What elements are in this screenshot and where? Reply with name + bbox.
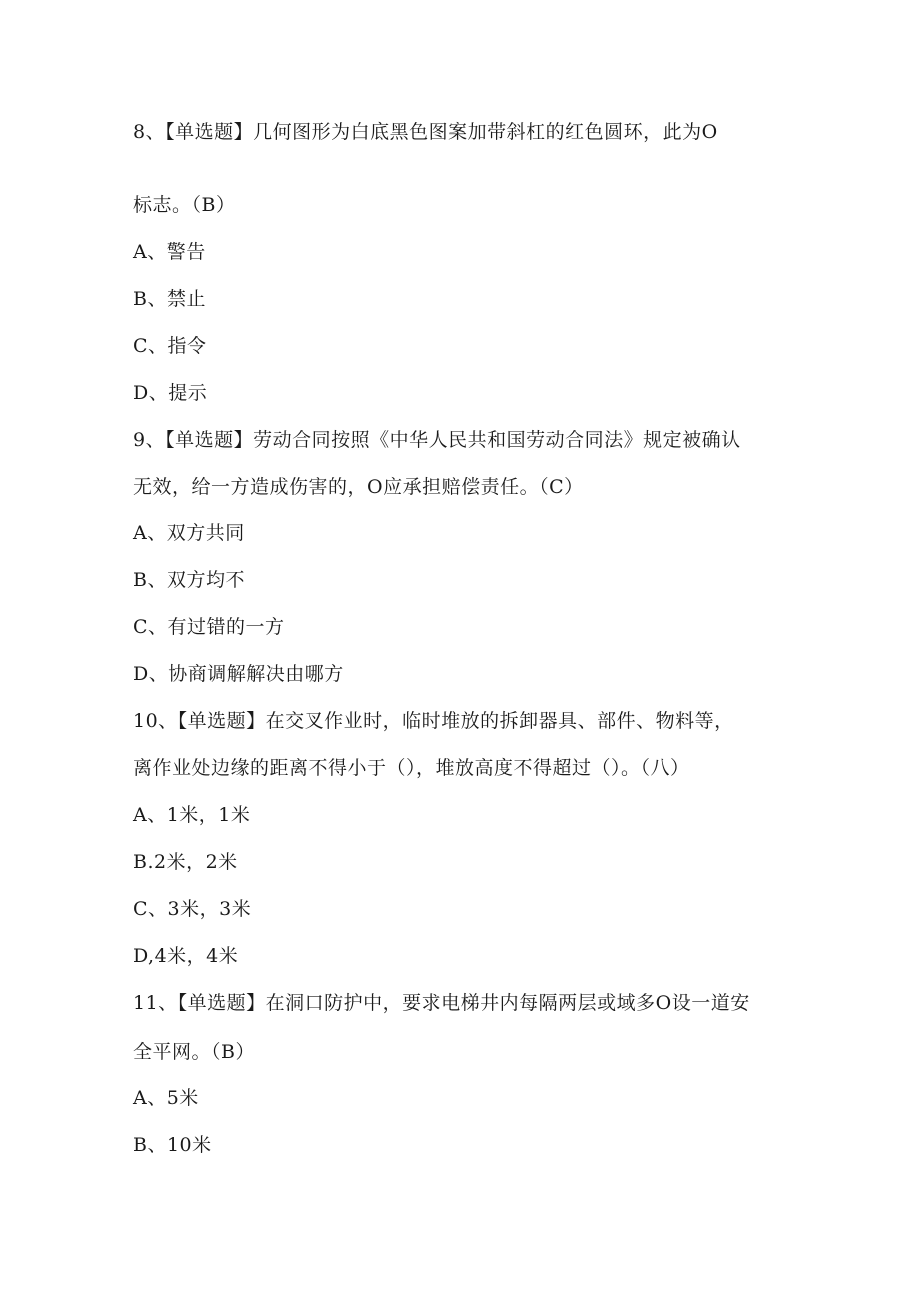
question-10-stem-line-2: 离作业处边缘的距离不得小于（），堆放高度不得超过（）。（八） — [133, 757, 690, 779]
question-10-stem-line-1: 10、【单选题】在交叉作业时，临时堆放的拆卸器具、部件、物料等， — [133, 710, 734, 732]
question-9-stem-line-2: 无效，给一方造成伤害的，O应承担赔偿责任。（C） — [133, 476, 584, 498]
question-10-option-a: A、1米，1米 — [133, 804, 251, 826]
question-11-option-a: A、5米 — [133, 1087, 199, 1109]
question-9-option-b: B、双方均不 — [133, 569, 245, 591]
question-8-option-b: B、禁止 — [133, 288, 206, 310]
question-10-option-c: C、3米，3米 — [133, 898, 252, 920]
question-8-option-a: A、警告 — [133, 241, 206, 263]
question-11-option-b: B、10米 — [133, 1134, 212, 1156]
question-10-option-d: D,4米，4米 — [133, 945, 239, 967]
question-9-option-a: A、双方共同 — [133, 522, 245, 544]
question-9-option-d: D、协商调解解决由哪方 — [133, 663, 344, 685]
question-8-option-c: C、指令 — [133, 335, 207, 357]
question-9-stem-line-1: 9、【单选题】劳动合同按照《中华人民共和国劳动合同法》规定被确认 — [133, 429, 741, 451]
question-11-stem-line-1: 11、【单选题】在洞口防护中，要求电梯井内每隔两层或域多O设一道安 — [133, 992, 750, 1014]
question-8-option-d: D、提示 — [133, 382, 208, 404]
question-10-option-b: B.2米，2米 — [133, 851, 238, 873]
question-11-stem-line-2: 全平网。（B） — [133, 1041, 255, 1063]
question-9-option-c: C、有过错的一方 — [133, 616, 285, 638]
question-8-stem-line-1: 8、【单选题】几何图形为白底黑色图案加带斜杠的红色圆环，此为O — [133, 121, 718, 143]
question-8-stem-line-2: 标志。（B） — [133, 194, 236, 216]
